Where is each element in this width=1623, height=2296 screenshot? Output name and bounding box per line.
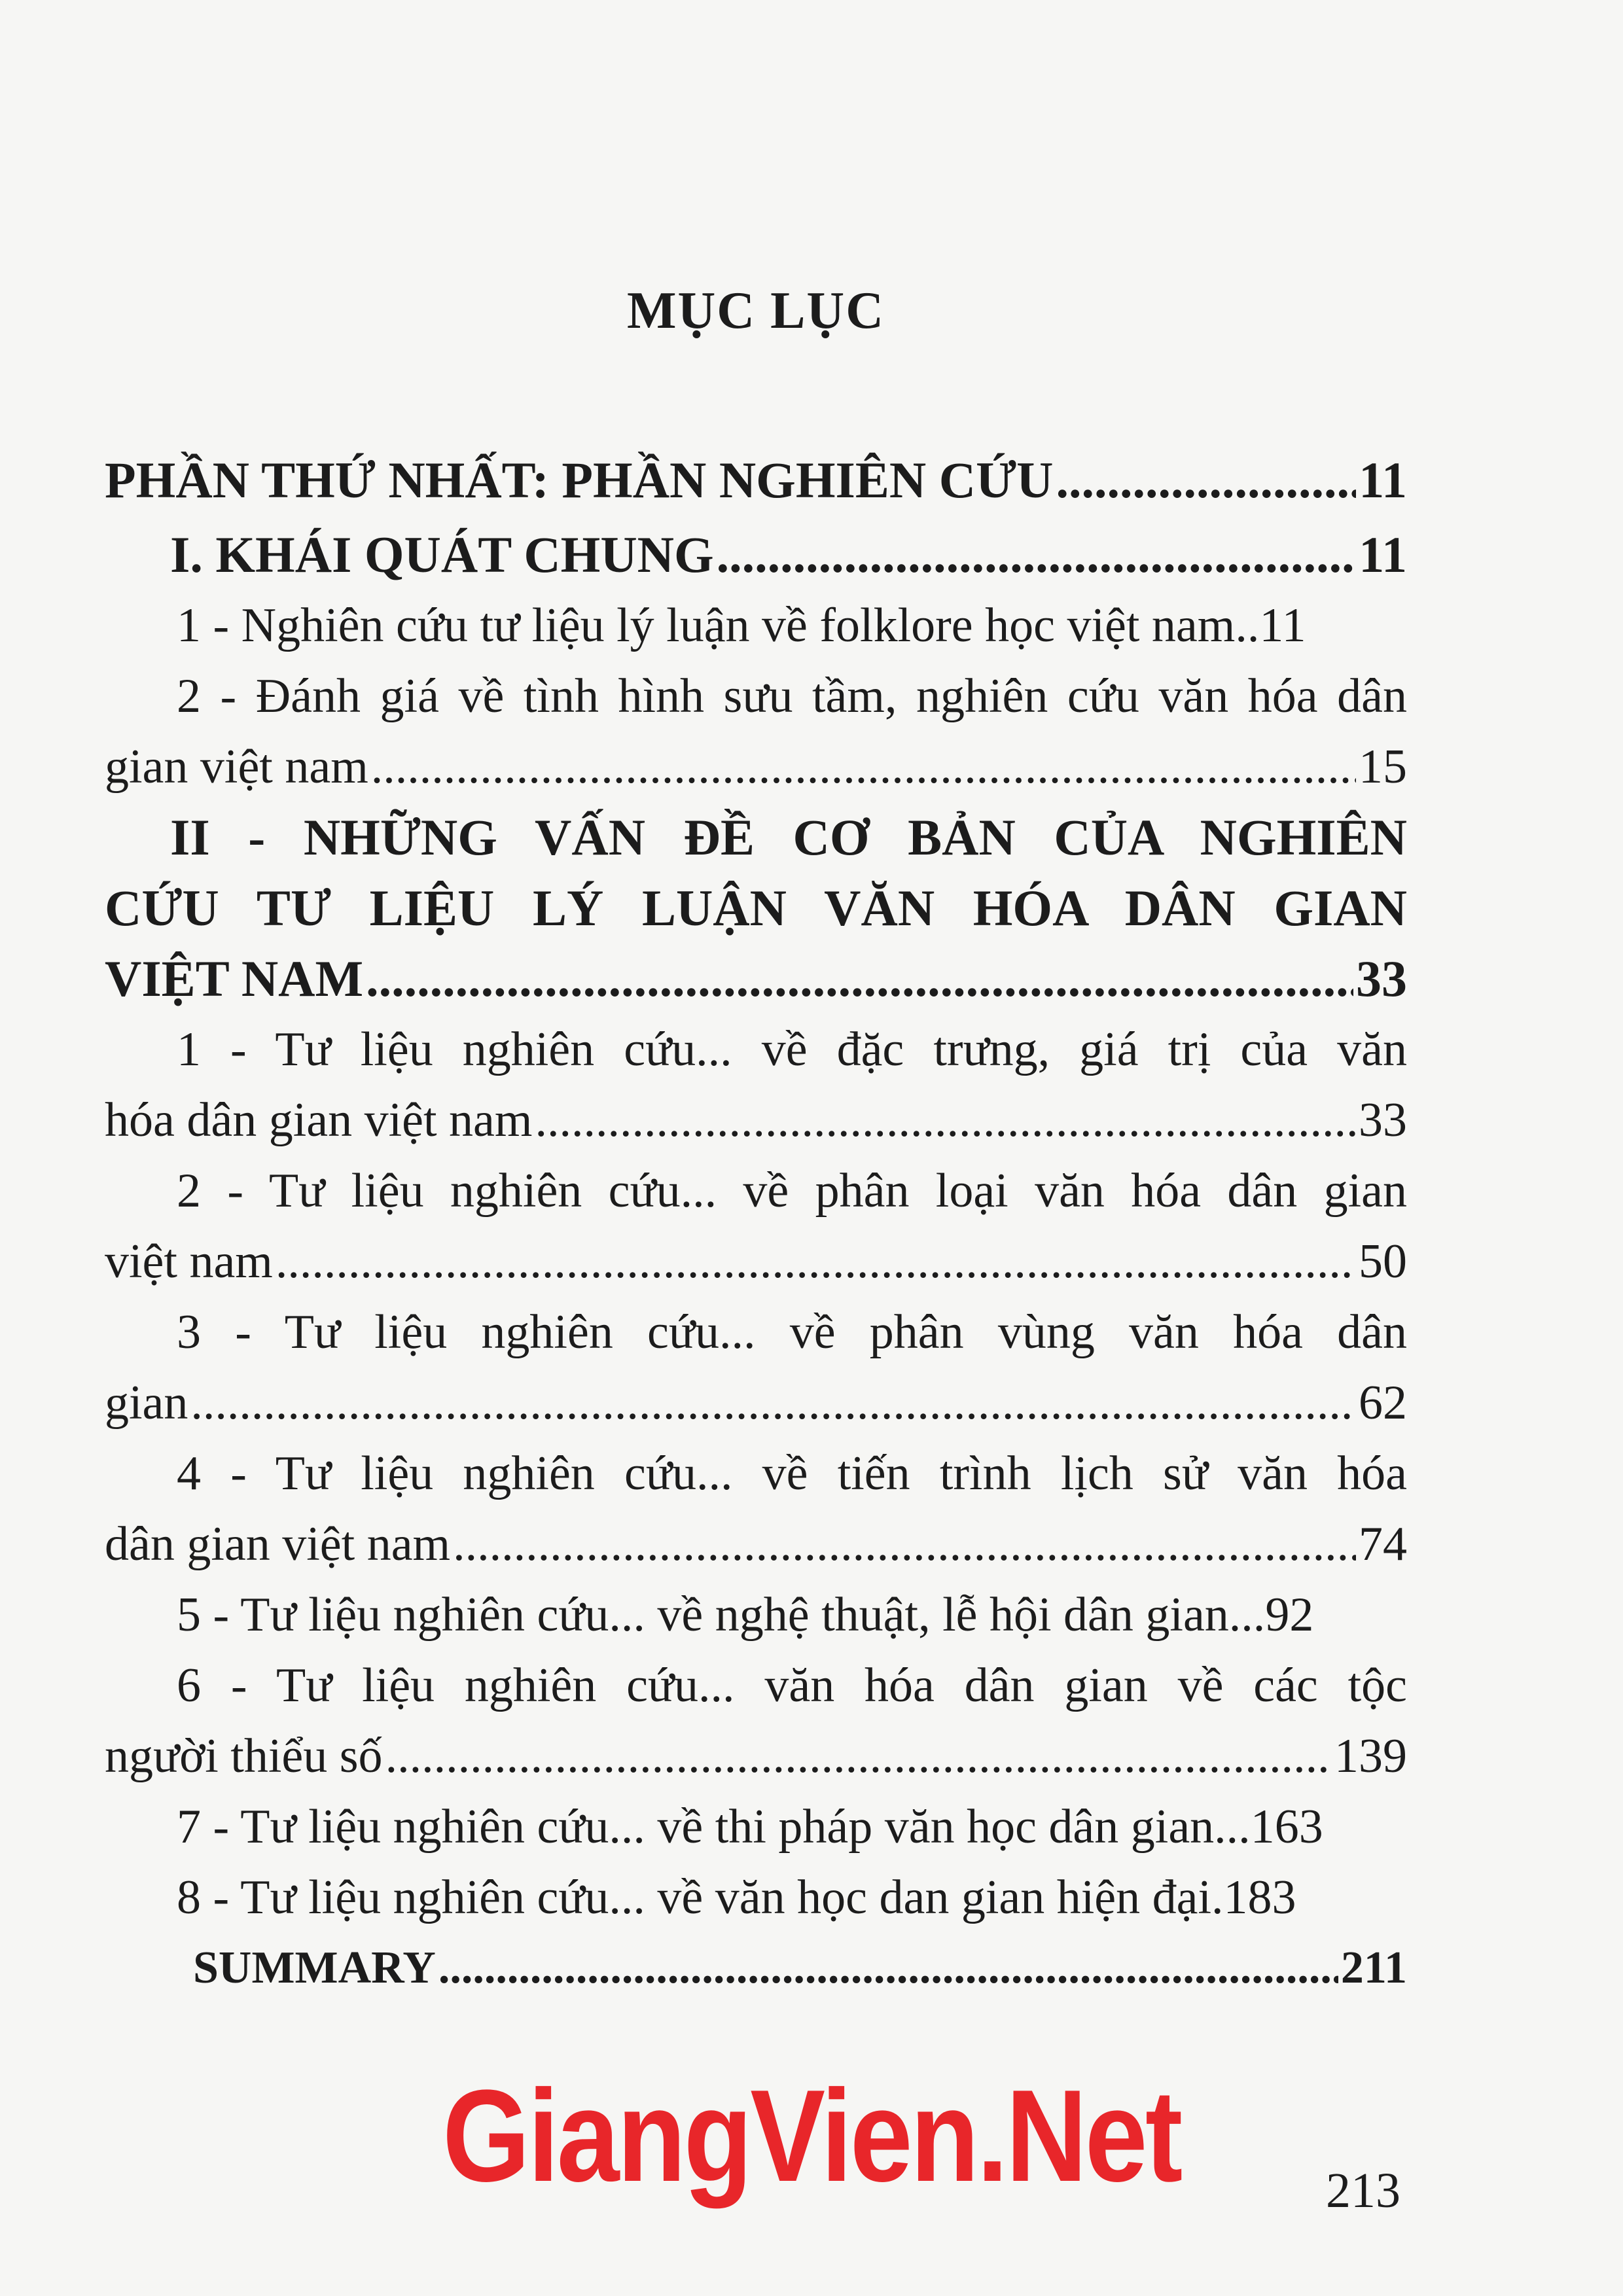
toc-page-number: 74 <box>1359 1517 1407 1571</box>
toc-item-entry <box>105 1650 1407 1792</box>
toc-item-entry <box>105 661 1407 802</box>
toc-label-line: dân gian việt nam <box>105 1517 451 1571</box>
toc-page-number: 11 <box>1359 451 1407 508</box>
toc-label-line: VIỆT NAM <box>105 950 364 1007</box>
toc-label-line: 2 - Đánh giá về tình hình sưu tầm, nghiên cứu văn hóa dân <box>177 669 1407 723</box>
toc-label: 8 - Tư liệu nghiên cứu... về văn học dan gian hiện đại. <box>177 1871 1224 1924</box>
toc-leader <box>371 732 1356 802</box>
toc-leader <box>276 1226 1356 1297</box>
toc-section-entry <box>105 520 1407 590</box>
toc-page-number: 11 <box>1359 526 1407 583</box>
toc-label: 1 - Nghiên cứu tư liệu lý luận về folklore học việt nam.. <box>177 599 1260 652</box>
toc-leader <box>717 520 1357 590</box>
watermark-logo: GiangVien.Net <box>442 2063 1181 2209</box>
toc-page-number: 15 <box>1359 740 1407 794</box>
toc-label: 7 - Tư liệu nghiên cứu... về thi pháp văn học dân gian... <box>177 1800 1251 1854</box>
toc-label-line: gian việt nam <box>105 740 368 794</box>
toc-item-entry <box>105 1580 1407 1650</box>
toc-item-entry <box>105 1792 1407 1862</box>
toc-leader <box>190 1368 1356 1438</box>
toc-item-entry <box>105 1297 1407 1438</box>
toc-item-entry <box>105 590 1407 661</box>
toc-page-number: 211 <box>1340 1943 1407 1993</box>
toc-label-line: 6 - Tư liệu nghiên cứu... văn hóa dân gian về các tộc <box>177 1659 1407 1712</box>
toc-leader <box>366 944 1353 1014</box>
toc-page-number: 11 <box>1259 599 1306 652</box>
toc-section-entry <box>105 802 1407 1014</box>
toc-label-line: 1 - Tư liệu nghiên cứu... về đặc trưng, giá trị của văn <box>177 1023 1407 1076</box>
toc-page-number: 33 <box>1356 950 1407 1007</box>
toc-label: PHẦN THỨ NHẤT: PHẦN NGHIÊN CỨU <box>105 451 1054 508</box>
toc-label-line: 4 - Tư liệu nghiên cứu... về tiến trình lịch sử văn hóa <box>177 1447 1407 1500</box>
toc-page-number: 183 <box>1223 1871 1296 1924</box>
toc-leader <box>385 1721 1332 1792</box>
toc-item-entry <box>105 1014 1407 1156</box>
toc-leader <box>1056 445 1356 516</box>
toc-label-line: gian <box>105 1376 188 1430</box>
toc-label-line: việt nam <box>105 1235 273 1288</box>
toc-label-line: 3 - Tư liệu nghiên cứu... về phân vùng văn hóa dân <box>177 1305 1407 1359</box>
toc-leader <box>535 1085 1356 1156</box>
toc-leader <box>453 1509 1356 1580</box>
toc-label-line: CỨU TƯ LIỆU LÝ LUẬN VĂN HÓA DÂN GIAN <box>105 879 1407 936</box>
toc-label: 5 - Tư liệu nghiên cứu... về nghệ thuật, lễ hội dân gian... <box>177 1588 1266 1642</box>
toc-part-entry <box>105 445 1407 516</box>
toc-summary-entry <box>105 1933 1407 2004</box>
toc-label-line: hóa dân gian việt nam <box>105 1093 533 1147</box>
toc-label: SUMMARY <box>193 1943 436 1993</box>
toc-page-number: 92 <box>1265 1588 1314 1642</box>
toc-label: I. KHÁI QUÁT CHUNG <box>170 526 714 583</box>
toc-label-line: 2 - Tư liệu nghiên cứu... về phân loại văn hóa dân gian <box>177 1164 1407 1218</box>
toc-label-line: II - NHỮNG VẤN ĐỀ CƠ BẢN CỦA NGHIÊN <box>170 809 1407 866</box>
page-number: 213 <box>1326 2163 1400 2218</box>
toc-item-entry <box>105 1156 1407 1297</box>
toc-label-line: người thiểu số <box>105 1729 383 1783</box>
toc-page-number: 139 <box>1334 1729 1407 1783</box>
toc-page-number: 50 <box>1359 1235 1407 1288</box>
page-title: MỤC LỤC <box>627 282 885 340</box>
toc-item-entry <box>105 1862 1407 1933</box>
toc-page-number: 163 <box>1250 1800 1323 1854</box>
toc-page-number: 33 <box>1359 1093 1407 1147</box>
toc-item-entry <box>105 1438 1407 1580</box>
table-of-contents <box>105 445 1407 2004</box>
toc-page-number: 62 <box>1359 1376 1407 1430</box>
toc-leader <box>438 1933 1338 2004</box>
